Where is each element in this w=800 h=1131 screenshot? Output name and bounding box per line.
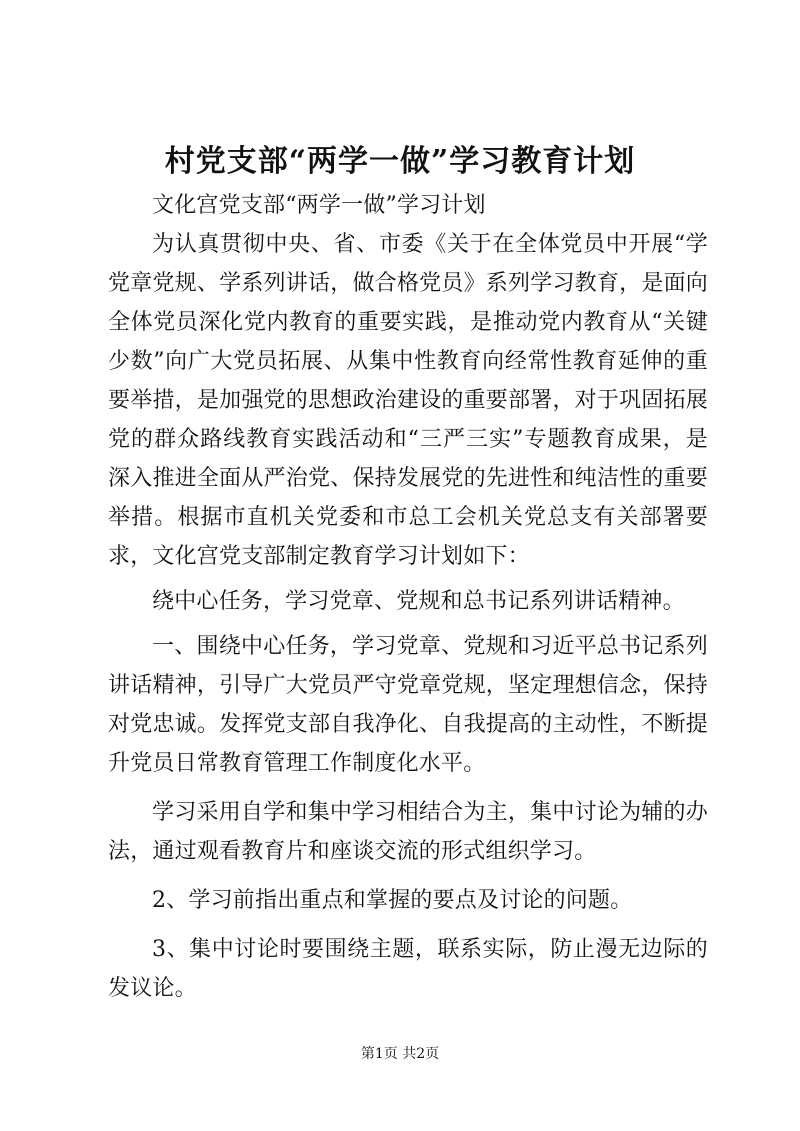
paragraph-focus: 绕中心任务，学习党章、党规和总书记系列讲话精神。 — [152, 589, 685, 614]
paragraph-intro: 为认真贯彻中央、省、市委《关于在全体党员中开展“学党章党规、学系列讲话，做合格党员》系列学习教育，是面向全体党员深化党内教育的重要实践，是推动党内教育从“关键少数”向广大党员拓展、从集中性教育向经常性教育延伸的重要举措，是加强党的思想政治建设的重要部署，对于巩固拓展党的群众路线教育实践活动和“三严三实”专题教育成果，是深入推进全面从严治党、保持发展党的先进性和纯洁性的重要举措。根据市直机关党委和市总工会机关党总支有关部署要求，文化宫党支部制定教育学习计划如下： — [108, 232, 708, 569]
paragraph-section-one: 一、围绕中心任务，学习党章、党规和习近平总书记系列讲话精神，引导广大党员严守党章党规，坚定理想信念，保持对党忠诚。发挥党支部自我净化、自我提高的主动性，不断提升党员日常教育管理工作制度化水平。 — [108, 634, 708, 776]
paragraph-study-method: 学习采用自学和集中学习相结合为主，集中讨论为辅的办法，通过观看教育片和座谈交流的形式组织学习。 — [108, 800, 708, 864]
paragraph-item-two: 2、学习前指出重点和掌握的要点及讨论的问题。 — [152, 888, 633, 913]
document-title: 村党支部“两学一做”学习教育计划 — [164, 144, 636, 179]
paragraph-item-three: 3、集中讨论时要围绕主题，联系实际，防止漫无边际的发议论。 — [108, 937, 708, 1001]
page-number: 第1页 共2页 — [360, 1046, 440, 1062]
document-subtitle: 文化宫党支部“两学一做”学习计划 — [152, 193, 486, 218]
document-body — [108, 186, 708, 1008]
